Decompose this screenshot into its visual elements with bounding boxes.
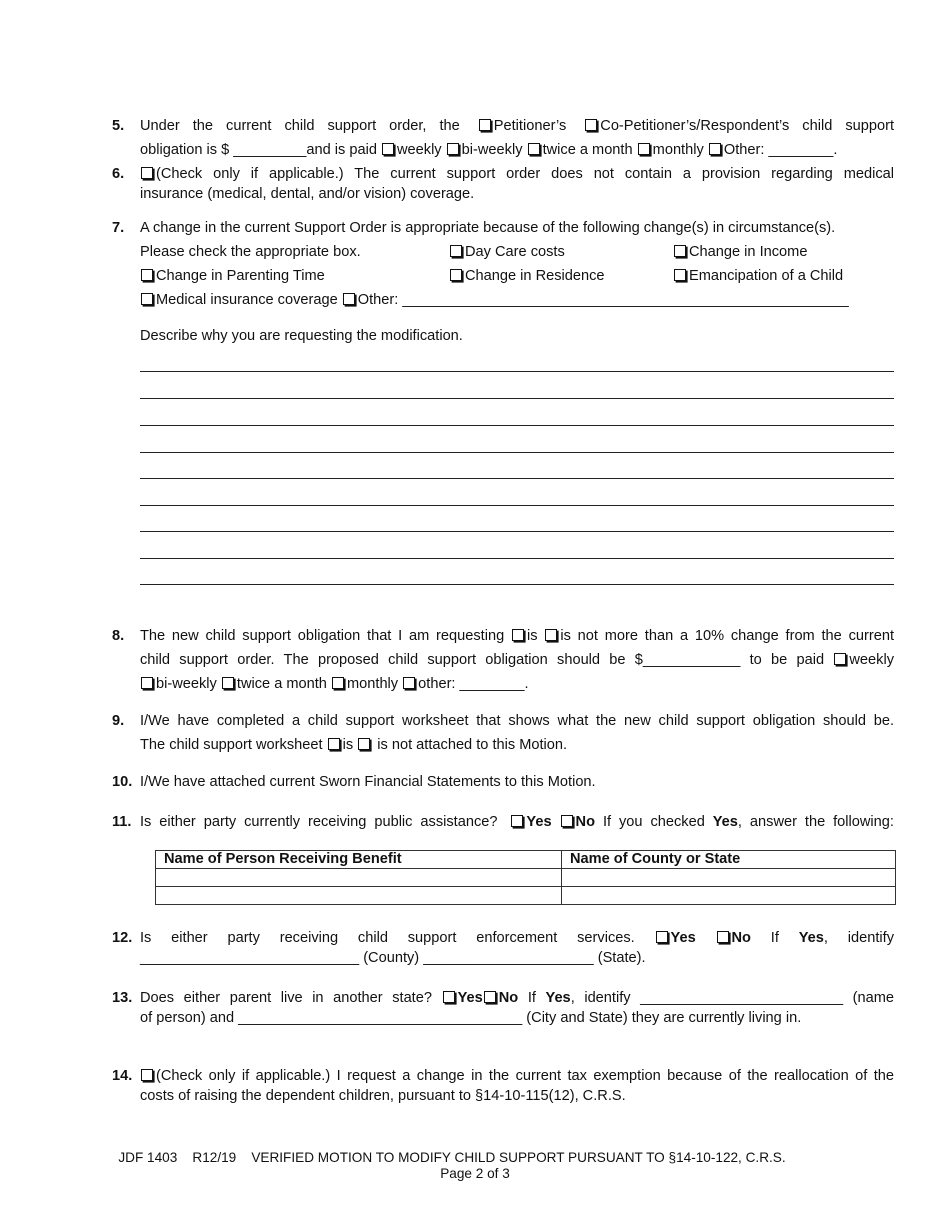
checkbox-label: Yes (526, 814, 552, 830)
item-text: , identify (823, 930, 894, 946)
item-8-line-1 (140, 624, 894, 648)
checkbox-twice-a-month[interactable] (222, 677, 234, 689)
describe-prompt: Describe why you are requesting the modification. (140, 328, 463, 344)
item-text: Is either party receiving child support enforcement services. (140, 930, 635, 946)
description-line[interactable] (140, 371, 894, 372)
checkbox-yes[interactable] (656, 931, 668, 943)
please-check-text: Please check the appropriate box. (140, 244, 361, 260)
checkbox-no[interactable] (484, 991, 496, 1003)
item-number: 5. (112, 118, 125, 134)
checkbox-label: No (731, 930, 751, 946)
description-line[interactable] (140, 558, 894, 559)
item-6-line-2: insurance (medical, dental, and/or vision) coverage. (140, 186, 475, 202)
checkbox-label: Yes (670, 930, 696, 946)
checkbox-label: No (498, 990, 519, 1006)
item-text: (Check only if applicable.) The current support order does not contain a provision regarding medical (156, 166, 894, 182)
item-number: 12. (112, 930, 133, 946)
option-parenting (140, 264, 325, 288)
checkbox-petitioner[interactable] (479, 119, 491, 131)
checkbox-no-medical-provision[interactable] (141, 167, 153, 179)
item-number: 10. (112, 774, 133, 790)
description-line[interactable] (140, 505, 894, 506)
checkbox-no[interactable] (717, 931, 729, 943)
item-text: Yes (545, 990, 571, 1006)
item-text: Under the current child support order, the (140, 118, 460, 134)
item-8 (112, 624, 894, 696)
item-9 (112, 709, 894, 757)
table-cell-input[interactable] (156, 887, 562, 905)
item-5-line-1 (140, 114, 894, 138)
item-number: 14. (112, 1068, 133, 1084)
item-number: 6. (112, 166, 125, 182)
table-header: Name of County or State (562, 851, 896, 869)
checkbox-day-care-costs[interactable] (450, 245, 462, 257)
checkbox-label: bi-weekly (461, 142, 523, 158)
item-14-line-2: costs of raising the dependent children, pursuant to §14-10-115(12), C.R.S. (140, 1088, 626, 1104)
item-text: Yes (712, 814, 738, 830)
option-emancipation (673, 264, 843, 288)
item-text: If you checked (602, 814, 705, 830)
checkbox-change-in-residence[interactable] (450, 269, 462, 281)
item-number: 9. (112, 713, 125, 729)
checkbox-label: Change in Parenting Time (156, 268, 325, 284)
item-text: (Check only if applicable.) I request a change in the current tax exemption because of the reallocation of the (156, 1068, 894, 1084)
item-11 (112, 810, 894, 834)
checkbox-monthly[interactable] (638, 143, 650, 155)
checkbox-label: is (342, 737, 354, 753)
item-7-intro: A change in the current Support Order is appropriate because of the following change(s) in circumstance(s). (140, 220, 836, 236)
checkbox-bi-weekly[interactable] (141, 677, 153, 689)
item-10-text: I/We have attached current Sworn Financial Statements to this Motion. (140, 774, 596, 790)
item-text: If (770, 930, 779, 946)
item-8-line-2 (140, 648, 894, 672)
description-line[interactable] (140, 425, 894, 426)
option-day-care (449, 240, 565, 264)
checkbox-bi-weekly[interactable] (447, 143, 459, 155)
checkbox-co-petitioner-respondent[interactable] (585, 119, 597, 131)
description-line[interactable] (140, 452, 894, 453)
item-8-line-3 (140, 672, 894, 696)
item-7 (112, 216, 894, 348)
description-line[interactable] (140, 584, 894, 585)
checkbox-emancipation-of-child[interactable] (674, 269, 686, 281)
checkbox-label: other: ________. (418, 676, 529, 692)
checkbox-no[interactable] (561, 815, 573, 827)
item-text: Yes (798, 930, 824, 946)
item-9-line-2 (140, 733, 894, 757)
table-row (156, 887, 896, 905)
checkbox-is-not[interactable] (545, 629, 557, 641)
checkbox-label: is not more than a 10% change from the current (560, 628, 894, 644)
item-text: obligation is $ _________and is paid (140, 142, 377, 158)
table-cell-input[interactable] (562, 887, 896, 905)
item-number: 13. (112, 990, 133, 1006)
checkbox-label: Day Care costs (465, 244, 565, 260)
item-text: Is either party currently receiving public assistance? (140, 814, 498, 830)
checkbox-label: weekly (849, 652, 894, 668)
item-12 (112, 928, 894, 968)
item-14-line-1 (140, 1066, 894, 1086)
table-header: Name of Person Receiving Benefit (156, 851, 562, 869)
checkbox-label: Petitioner’s (493, 118, 567, 134)
checkbox-label: Change in Income (689, 244, 808, 260)
checkbox-label: monthly (347, 676, 399, 692)
description-line[interactable] (140, 531, 894, 532)
public-assistance-table (155, 850, 896, 905)
option-medical-other (140, 288, 849, 312)
description-line[interactable] (140, 398, 894, 399)
checkbox-is-not[interactable] (358, 738, 370, 750)
checkbox-yes[interactable] (511, 815, 523, 827)
checkbox-weekly[interactable] (834, 653, 846, 665)
checkbox-yes[interactable] (443, 991, 455, 1003)
checkbox-label: is (527, 628, 538, 644)
item-number: 7. (112, 220, 125, 236)
item-text: The new child support obligation that I am requesting (140, 628, 505, 644)
table-cell-input[interactable] (562, 869, 896, 887)
checkbox-label: monthly (652, 142, 704, 158)
item-7-options (140, 240, 894, 312)
option-income (673, 240, 807, 264)
checkbox-medical-insurance-coverage[interactable] (141, 293, 153, 305)
checkbox-label: Yes (457, 990, 483, 1006)
page-footer (0, 1150, 950, 1182)
checkbox-twice-a-month[interactable] (528, 143, 540, 155)
description-line[interactable] (140, 478, 894, 479)
page-number: Page 2 of 3 (440, 1166, 510, 1181)
checkbox-label: twice a month (542, 142, 633, 158)
checkbox-label: Co-Petitioner’s/Respondent’s child support (600, 118, 894, 134)
checkbox-label: Emancipation of a Child (689, 268, 844, 284)
item-13-line-1 (140, 988, 894, 1008)
checkbox-label: Other: _______________________________________________________ (357, 292, 849, 308)
item-text: child support order. The proposed child support obligation should be $____________ to be paid (140, 652, 825, 668)
item-6-line-1 (140, 164, 894, 184)
checkbox-change-in-parenting-time[interactable] (141, 269, 153, 281)
table-cell-input[interactable] (156, 869, 562, 887)
checkbox-change-in-income[interactable] (674, 245, 686, 257)
checkbox-label: weekly (397, 142, 442, 158)
checkbox-other[interactable] (709, 143, 721, 155)
item-5 (112, 114, 894, 162)
item-number: 8. (112, 628, 125, 644)
checkbox-label: twice a month (236, 676, 327, 692)
checkbox-label: bi-weekly (156, 676, 217, 692)
checkbox-label: No (575, 814, 595, 830)
item-text: If (527, 990, 536, 1006)
item-6 (112, 162, 894, 204)
item-12-line-2: ___________________________ (County) _____________________ (State). (140, 950, 646, 966)
footer-form-id: JDF 1403 R12/19 VERIFIED MOTION TO MODIFY CHILD SUPPORT PURSUANT TO §14-10-122, C.R.S. (118, 1150, 786, 1165)
checkbox-label: Medical insurance coverage (156, 292, 338, 308)
item-text: Does either parent live in another state? (140, 990, 432, 1006)
item-13-line-2: of person) and ___________________________________ (City and State) they are currently living in. (140, 1010, 802, 1026)
item-10 (112, 770, 894, 794)
item-14 (112, 1066, 894, 1106)
checkbox-other[interactable] (343, 293, 355, 305)
item-13 (112, 988, 894, 1028)
checkbox-other[interactable] (403, 677, 415, 689)
table-row (156, 869, 896, 887)
item-number: 11. (112, 814, 132, 830)
checkbox-weekly[interactable] (382, 143, 394, 155)
table-header-row (156, 851, 896, 869)
item-text: , answer the following: (737, 814, 894, 830)
checkbox-label: is not attached to this Motion. (377, 737, 568, 753)
item-12-line-1 (140, 928, 894, 948)
checkbox-is[interactable] (328, 738, 340, 750)
item-9-line-1: I/We have completed a child support worksheet that shows what the new child support obligation should be. (140, 713, 894, 729)
checkbox-monthly[interactable] (332, 677, 344, 689)
checkbox-is[interactable] (512, 629, 524, 641)
checkbox-tax-exemption-change[interactable] (141, 1069, 153, 1081)
item-5-line-2 (140, 138, 894, 162)
item-text: The child support worksheet (140, 737, 323, 753)
checkbox-label: Change in Residence (465, 268, 605, 284)
item-11-line-1 (140, 810, 894, 834)
checkbox-label: Other: ________. (723, 142, 838, 158)
item-text: , identify _________________________ (name (570, 990, 895, 1006)
option-residence (449, 264, 605, 288)
